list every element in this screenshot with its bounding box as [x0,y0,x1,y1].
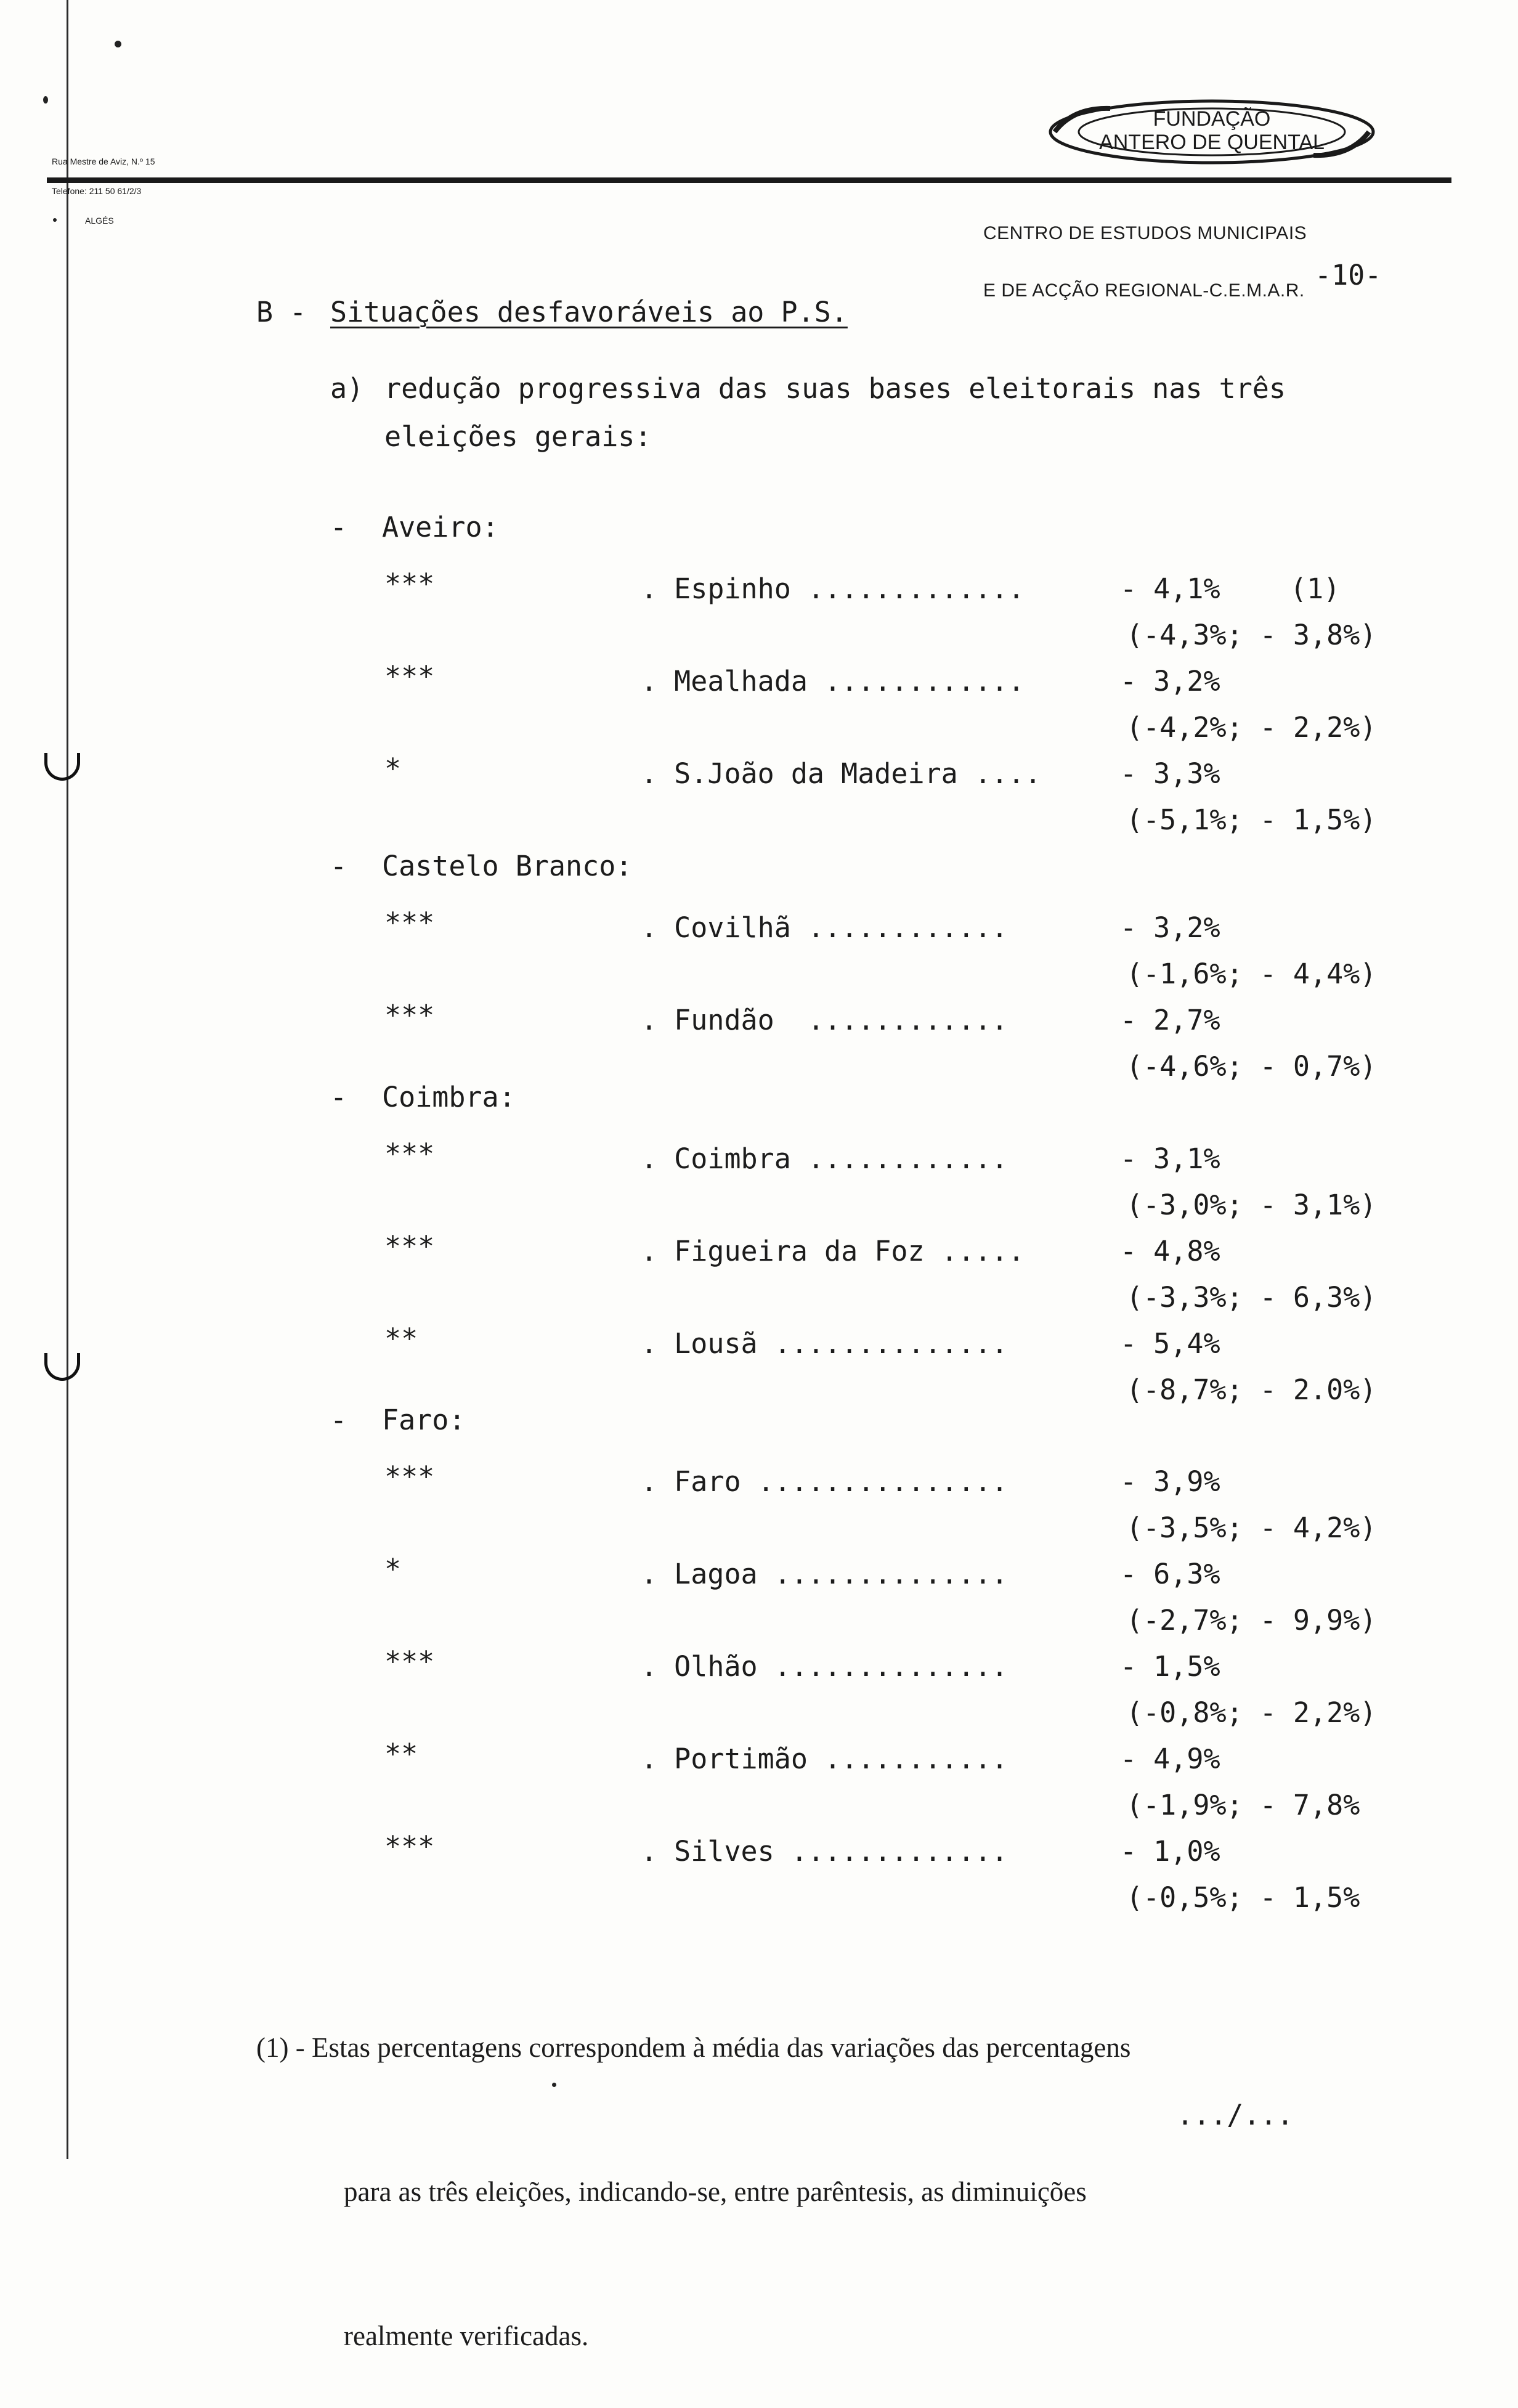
variation-range: (-4,2%; - 2,2%) [1126,711,1377,744]
district-name: Coimbra: [382,1081,516,1113]
district-dash: - [330,850,347,882]
variation-average: - 3,2% [1120,911,1220,944]
variation-average: - 1,5% [1120,1650,1220,1683]
variation-range: (-2,7%; - 9,9%) [1126,1604,1377,1637]
municipality-name: . Lagoa .............. [641,1558,1009,1590]
municipality-rating: *** [384,660,435,693]
scan-speck [115,41,121,47]
municipality-rating: * [384,1553,402,1585]
variation-range: (-1,6%; - 4,4%) [1126,958,1377,990]
municipality-name: . Mealhada ............ [641,665,1025,698]
continuation-mark: .../... [1177,2099,1294,2131]
municipality-name: . Lousã .............. [641,1327,1009,1360]
municipality-rating: ** [384,1322,418,1355]
municipality-rating: *** [384,1830,435,1863]
page-number: -10- [1315,259,1382,291]
variation-range: (-5,1%; - 1,5%) [1126,803,1377,836]
binding-margin-line [67,0,68,2159]
district-name: Castelo Branco: [382,850,633,882]
intro-line: redução progressiva das suas bases eleitorais nas três [384,372,1286,405]
municipality-rating: ** [384,1738,418,1770]
municipality-rating: *** [384,1645,435,1678]
municipality-rating: *** [384,906,435,939]
municipality-name: . Covilhã ............ [641,911,1009,944]
district-name: Faro: [382,1404,466,1436]
footnote-marker: (1) - [256,2032,305,2063]
variation-range: (-0,8%; - 2,2%) [1126,1696,1377,1729]
logo-line2: ANTERO DE QUENTAL [1099,131,1325,154]
centre-name [983,185,1307,319]
variation-range: (-8,7%; - 2.0%) [1126,1373,1377,1406]
variation-average: - 1,0% [1120,1835,1220,1868]
district-dash: - [330,1404,347,1436]
punch-hole-mark [44,753,80,781]
centre-name-line2: E DE ACÇÃO REGIONAL-C.E.M.A.R. [983,280,1305,301]
variation-average: - 6,3% [1120,1558,1220,1590]
district-dash: - [330,1081,347,1113]
footnote [256,1927,1130,2408]
variation-average: - 4,9% [1120,1743,1220,1775]
variation-range: (-0,5%; - 1,5% [1126,1881,1360,1914]
municipality-name: . Espinho ............. [641,572,1025,605]
variation-range: (-4,6%; - 0,7%) [1126,1050,1377,1083]
footnote-line [256,2024,1130,2072]
variation-range: (-3,3%; - 6,3%) [1126,1281,1377,1314]
municipality-name: . S.João da Madeira .... [641,757,1042,790]
municipality-name: . Portimão ........... [641,1743,1009,1775]
letterhead-rule [47,177,1451,183]
variation-average: - 5,4% [1120,1327,1220,1360]
municipality-rating: *** [384,567,435,600]
address-line: Rua Mestre de Aviz, N.º 15 [52,157,155,166]
municipality-rating: *** [384,1230,435,1263]
municipality-rating: *** [384,1460,435,1493]
variation-range: (-1,9%; - 7,8% [1126,1789,1360,1821]
variation-average: - 3,9% [1120,1465,1220,1498]
footnote-line: para as três eleições, indicando-se, entre parêntesis, as diminuições [344,2176,1087,2207]
address-line: Telefone: 211 50 61/2/3 [52,186,142,196]
variation-average: - 3,1% [1120,1142,1220,1175]
punch-hole-mark [44,1353,80,1381]
address-line: ALGÉS [85,216,114,226]
municipality-name: . Figueira da Foz ..... [641,1235,1025,1267]
municipality-rating: * [384,752,402,785]
section-label: B - [256,296,307,328]
variation-average: - 4,8% [1120,1235,1220,1267]
variation-range: (-3,0%; - 3,1%) [1126,1189,1377,1221]
municipality-rating: *** [384,999,435,1031]
variation-average: - 4,1% [1120,572,1220,605]
variation-range: (-3,5%; - 4,2%) [1126,1511,1377,1544]
variation-average: - 2,7% [1120,1004,1220,1036]
footnote-text: Estas percentagens correspondem à média das variações das percentagens [311,2032,1131,2063]
district-name: Aveiro: [382,511,499,543]
intro-line: eleições gerais: [384,420,652,453]
fundacao-logo [1042,95,1381,169]
logo-line1: FUNDAÇÃO [1153,107,1271,131]
section-title: Situações desfavoráveis ao P.S. [330,296,848,328]
municipality-name: . Olhão .............. [641,1650,1009,1683]
address-block [52,137,155,235]
centre-name-line1: CENTRO DE ESTUDOS MUNICIPAIS [983,223,1307,243]
municipality-name: . Faro ............... [641,1465,1009,1498]
intro-item-marker: a) [330,372,364,405]
municipality-name: . Fundão ............ [641,1004,1009,1036]
footnote-line: realmente verificadas. [344,2321,589,2351]
variation-average: - 3,2% [1120,665,1220,698]
footnote-reference: (1) [1290,572,1341,605]
variation-range: (-4,3%; - 3,8%) [1126,619,1377,651]
variation-average: - 3,3% [1120,757,1220,790]
municipality-rating: *** [384,1137,435,1170]
municipality-name: . Silves ............. [641,1835,1009,1868]
district-dash: - [330,511,347,543]
municipality-name: . Coimbra ............ [641,1142,1009,1175]
scan-speck [43,96,48,104]
